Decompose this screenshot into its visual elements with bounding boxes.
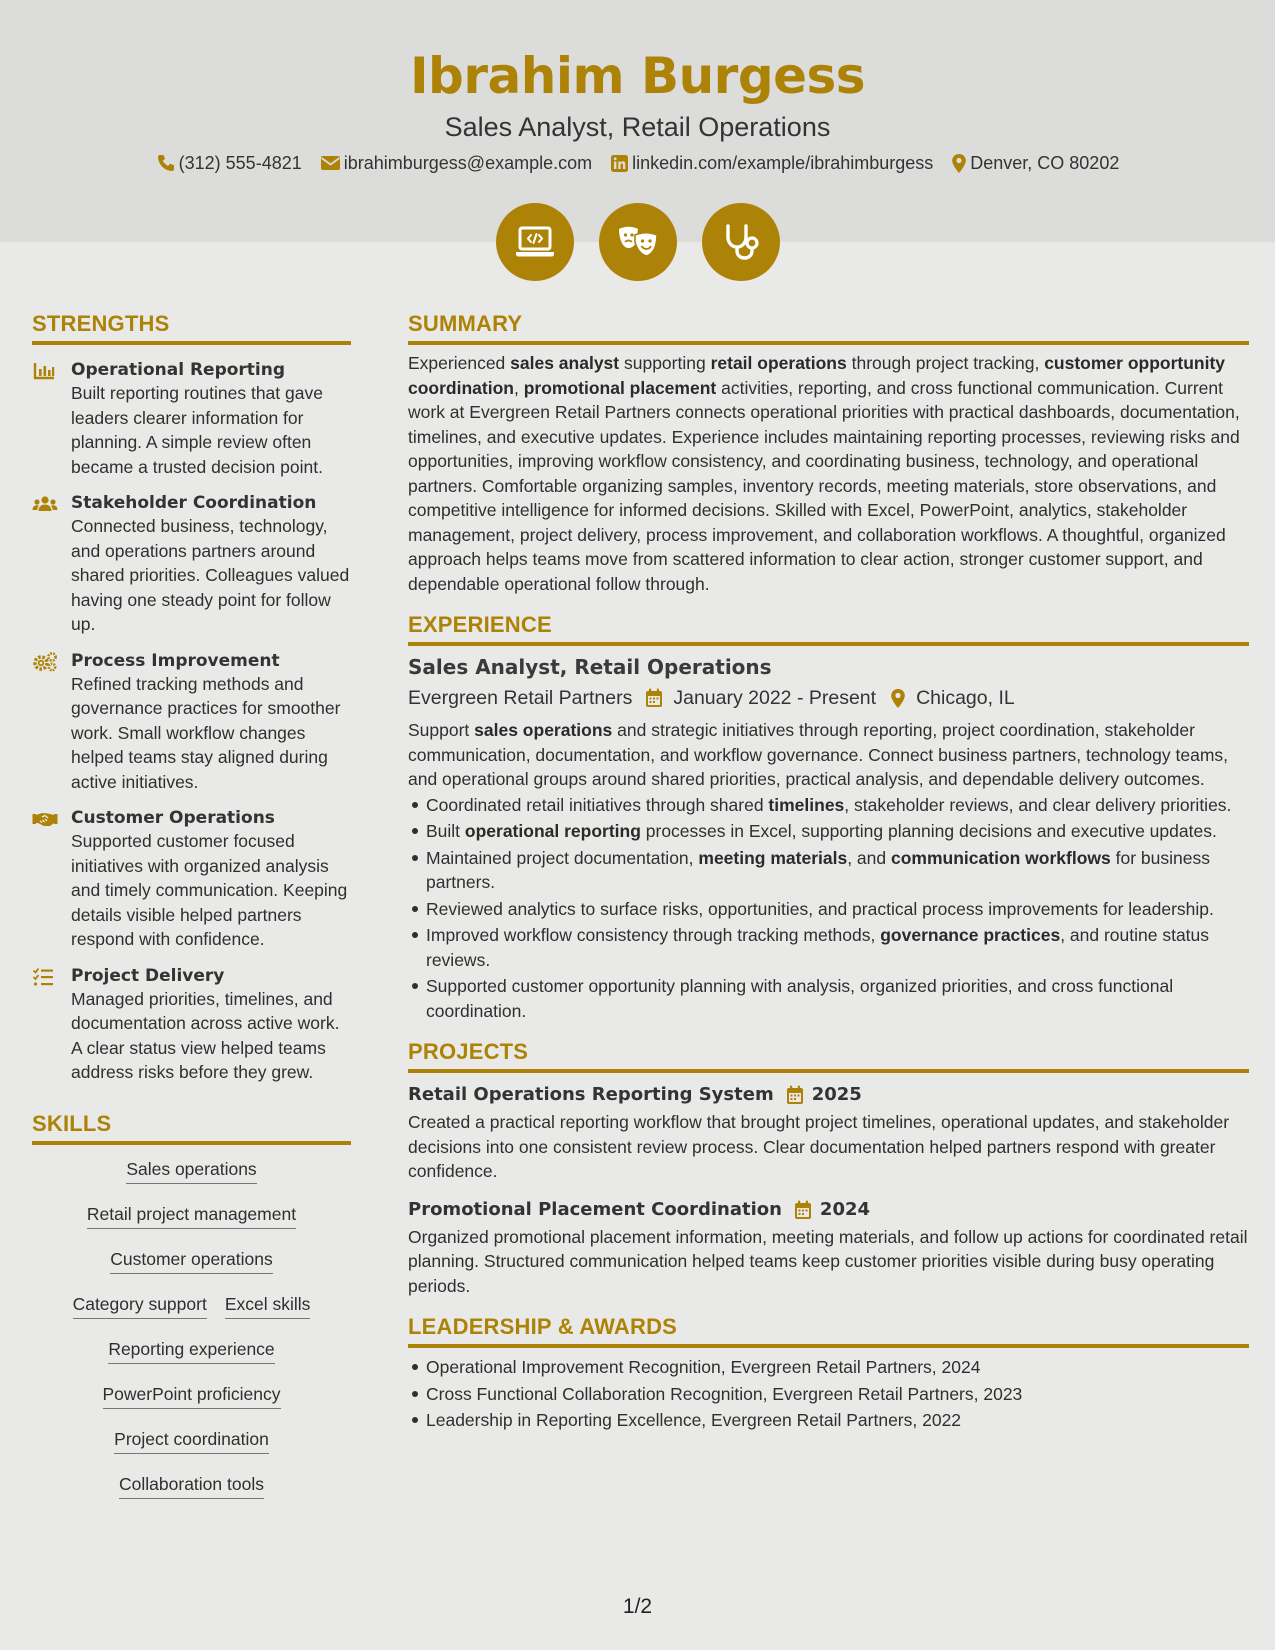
contact-email[interactable] [320,151,592,175]
skill-tag: Project coordination [114,1427,269,1454]
left-column [32,311,351,1517]
strength-text: Built reporting routines that gave leaders clearer information for planning. A simple review often became a trusted decision point. [71,383,323,477]
linkedin-text: linkedin.com/example/ibrahimburgess [632,153,934,173]
job-bullet [408,846,1249,895]
skill-tag: Customer operations [110,1247,272,1274]
skill-tag: Retail project management [87,1202,296,1229]
bold-phrase: communication workflows [891,847,1111,868]
strength-title: Customer Operations [71,808,275,828]
phone-icon [156,153,176,173]
bold-phrase: retail operations [710,353,847,373]
strength-text: Managed priorities, timelines, and documentation across active work. A clear status view helped teams address risks before they grew. [71,988,340,1082]
strength-text: Supported customer focused initiatives with organized analysis and timely communication. Keeping details visible helped partners respond with confidence. [71,831,348,949]
projects-heading: PROJECTS [408,1039,529,1064]
project-year: 2025 [811,1084,862,1105]
strength-item [32,965,351,1085]
text-run: Maintained project documentation, [426,847,699,868]
map-pin-icon [951,153,967,174]
job-title: Sales Analyst, Retail Operations [408,655,772,679]
skill-tag: Sales operations [126,1157,256,1184]
skills-list [32,1157,351,1517]
text-run: and strategic initiatives through reporting, project coordination, stakeholder communication, documentation, and workflow governance. Connect business partners, technology teams, and operational groups around shared priorities, practical analysis, and dependable delivery outcomes. [408,720,1229,789]
envelope-icon [320,154,341,172]
text-run: Improved workflow consistency through tracking methods, [426,925,881,945]
bold-phrase: meeting materials [698,847,848,868]
handshake-icon [32,809,58,829]
text-run: activities, reporting, and cross functional communication. Current work at Evergreen Retail Partners connects operational priorities with practical dashboards, documentation, timelines, and executive updates. Experience includes maintaining reporting processes, reviewing risks and opportunities, improving workflow consistency, and coordinating business, technology, and operational partners. Comfortable organizing samples, inventory records, meeting materials, store observations, and competitive intelligence for informed decisions. Skilled with Excel, PowerPoint, analytics, stakeholder management, project delivery, process improvement, and collaboration workflows. A thoughtful, organized approach helps teams move from scattered information to clear action, stronger customer support, and dependable operational follow through. [408,377,1240,594]
award-item: Cross Functional Collaboration Recognition, Evergreen Retail Partners, 2023 [408,1382,1249,1407]
text-run: supporting [619,353,711,373]
list-check-icon [32,967,58,987]
text-run: , stakeholder reviews, and clear delivery priorities. [844,794,1232,815]
job-bullet [408,819,1249,844]
experience-heading: EXPERIENCE [408,612,552,637]
strength-title: Process Improvement [71,650,280,671]
users-icon [32,494,58,514]
awards-heading: LEADERSHIP & AWARDS [408,1314,678,1339]
bold-phrase: promotional placement [523,377,717,398]
text-run: Experienced [408,353,511,373]
summary-heading: SUMMARY [408,311,523,336]
summary-text [408,351,1249,596]
strength-title: Project Delivery [71,965,225,986]
text-run: , and routine status reviews. [426,925,1210,970]
phone-text: (312) 555-4821 [178,153,302,173]
strength-text: Refined tracking methods and governance practices for smoother work. Small workflow changes helped teams stay aligned during active initiatives. [71,673,341,792]
job-bullet [408,923,1249,972]
strengths-heading: STRENGTHS [32,311,170,336]
skills-rule [32,1141,351,1145]
text-run: Reviewed analytics to surface risks, opportunities, and practical process improvements for leadership. [426,898,1214,919]
contact-phone[interactable] [156,151,302,175]
email-text: ibrahimburgess@example.com [343,153,593,173]
theater-masks-badge [599,203,677,281]
job-location: Chicago, IL [916,687,1015,709]
text-run: , and [847,847,891,868]
project-name: Promotional Placement Coordination [408,1198,782,1220]
text-run: processes in Excel, supporting planning decisions and executive updates. [640,821,1217,841]
project-year: 2024 [819,1198,871,1220]
calendar-icon [786,1085,804,1105]
strength-text: Connected business, technology, and operations partners around shared priorities. Colleagues valued having one steady point for follow up. [71,516,350,634]
summary-rule [408,341,1249,345]
text-run: Coordinated retail initiatives through shared [426,794,769,815]
bold-phrase: governance practices [880,925,1061,945]
text-run: through project tracking, [846,353,1045,373]
award-item: Leadership in Reporting Excellence, Evergreen Retail Partners, 2022 [408,1408,1249,1433]
page-number: 1/2 [622,1595,653,1618]
project-text: Organized promotional placement information, meeting materials, and follow up actions for coordinated retail planning. Structured communication helped teams keep customer priorities visible during busy operating periods. [408,1226,1248,1296]
contact-location [951,151,1119,175]
job-bullet [408,974,1249,1023]
map-pin-icon [890,688,906,709]
bold-phrase: sales operations [474,720,613,740]
strength-title: Stakeholder Coordination [71,493,317,513]
skill-tag: Reporting experience [108,1337,274,1364]
bold-phrase: operational reporting [464,821,641,841]
strength-item [32,359,351,479]
right-column [408,311,1249,1433]
strengths-rule [32,341,351,345]
text-run: Built [426,821,465,841]
skill-tag: Category support [73,1292,207,1319]
award-item: Operational Improvement Recognition, Evergreen Retail Partners, 2024 [408,1355,1249,1380]
linkedin-icon [610,154,629,173]
candidate-title: Sales Analyst, Retail Operations [444,112,831,142]
project-item [408,1083,1249,1184]
project-name: Retail Operations Reporting System [408,1084,774,1105]
bold-phrase: customer opportunity coordination [408,353,1226,398]
bar-chart-icon [32,361,58,381]
contact-linkedin[interactable] [610,151,933,175]
awards-list [408,1355,1249,1433]
contact-bar [0,151,1275,175]
skill-tag: Excel skills [225,1292,311,1319]
projects-rule [408,1069,1249,1073]
company-name: Evergreen Retail Partners [408,687,633,709]
skills-heading: SKILLS [32,1110,112,1136]
calendar-icon [794,1200,812,1220]
laptop-code-badge [496,203,574,281]
strength-title: Operational Reporting [71,360,286,380]
bold-phrase: sales analyst [510,353,620,373]
job-dates: January 2022 - Present [673,687,877,709]
gears-icon [32,652,58,672]
text-run: , [513,377,524,398]
location-text: Denver, CO 80202 [970,153,1120,173]
skill-tag: PowerPoint proficiency [103,1382,281,1409]
text-run: Support [408,720,475,740]
strength-item [32,650,351,795]
job-bullet [408,897,1249,922]
strength-item [32,807,351,952]
project-item [408,1198,1249,1299]
experience-rule [408,642,1249,646]
theater-masks-icon [617,224,659,260]
job-bullets [408,793,1249,1024]
stethoscope-icon [723,223,759,261]
project-text: Created a practical reporting workflow that brought project timelines, operational updates, and stakeholder decisions into one consistent review process. Clear documentation helped partners respond with greater confidence. [408,1112,1230,1181]
job-description [408,718,1249,792]
stethoscope-badge [702,203,780,281]
job-meta [408,685,1249,711]
strength-item [32,492,351,637]
text-run: for business partners. [426,847,1210,892]
text-run: Supported customer opportunity planning with analysis, organized priorities, and cross functional coordination. [426,976,1174,1021]
awards-rule [408,1344,1249,1348]
skill-tag: Collaboration tools [119,1472,264,1499]
job-bullet [408,793,1249,818]
calendar-icon [645,688,663,708]
laptop-code-icon [515,226,555,258]
bold-phrase: timelines [768,794,845,815]
candidate-name: Ibrahim Burgess [409,47,866,105]
